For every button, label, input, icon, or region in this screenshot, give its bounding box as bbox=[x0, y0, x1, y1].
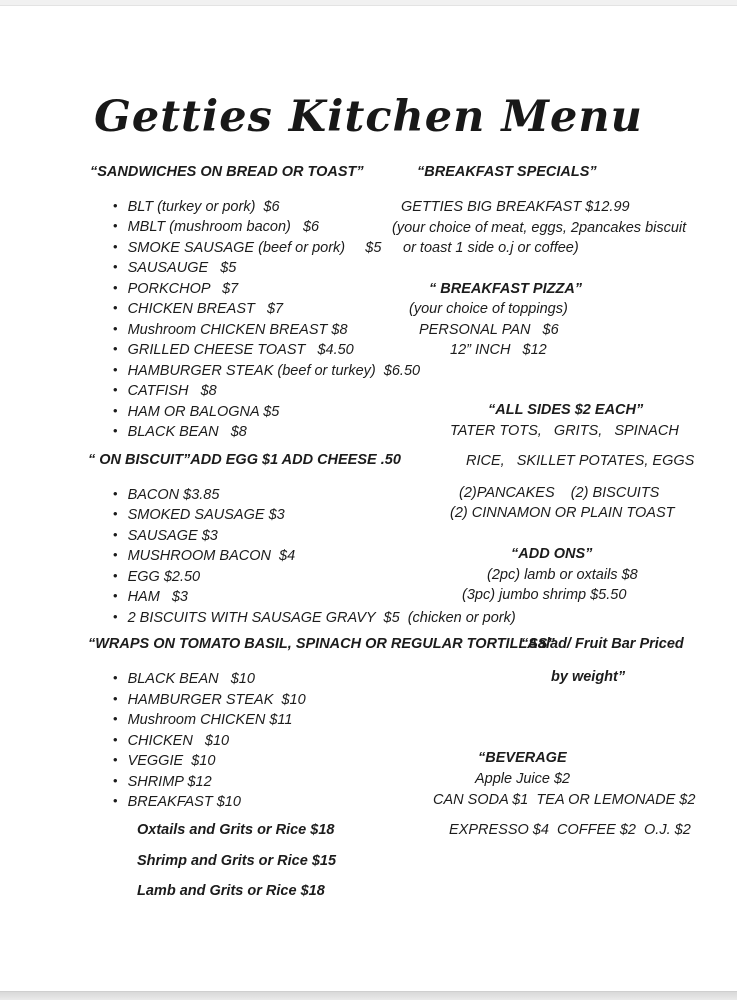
menu-item-text: SMOKED SAUSAGE $3 bbox=[127, 507, 285, 523]
menu-item bbox=[113, 279, 238, 299]
bullet-icon: • bbox=[113, 506, 118, 521]
salad-bar-note: “Salad/ Fruit Bar Priced bbox=[521, 636, 684, 652]
menu-item-text: 2 BISCUITS WITH SAUSAGE GRAVY $5 (chicken or pork) bbox=[127, 610, 516, 626]
bullet-icon: • bbox=[113, 321, 118, 336]
bullet-icon: • bbox=[113, 691, 118, 706]
bullet-icon: • bbox=[113, 239, 118, 254]
menu-item bbox=[113, 402, 279, 422]
grits-special: Oxtails and Grits or Rice $18 bbox=[137, 822, 335, 838]
menu-item bbox=[113, 792, 241, 812]
menu-item-text: MBLT (mushroom bacon) $6 bbox=[127, 219, 320, 235]
section-heading-sides: “ALL SIDES $2 EACH” bbox=[488, 402, 644, 418]
menu-item bbox=[113, 340, 354, 360]
section-heading-wraps: “WRAPS ON TOMATO BASIL, SPINACH OR REGULAR TORTILLAS” bbox=[88, 636, 555, 652]
bullet-icon: • bbox=[113, 670, 118, 685]
menu-item-text: HAM OR BALOGNA $5 bbox=[127, 404, 280, 420]
menu-item-text: CHICKEN $10 bbox=[127, 733, 230, 749]
bullet-icon: • bbox=[113, 527, 118, 542]
section-heading-add-ons: “ADD ONS” bbox=[511, 546, 593, 562]
breakfast-special-line: GETTIES BIG BREAKFAST $12.99 bbox=[401, 199, 630, 215]
menu-title: Getties Kitchen Menu bbox=[94, 92, 643, 142]
bullet-icon: • bbox=[113, 752, 118, 767]
menu-item-text: SHRIMP $12 bbox=[127, 774, 212, 790]
menu-item-text: BLACK BEAN $8 bbox=[127, 424, 247, 440]
bullet-icon: • bbox=[113, 423, 118, 438]
menu-item bbox=[113, 238, 381, 258]
menu-item bbox=[113, 546, 295, 566]
menu-item-text: CHICKEN BREAST $7 bbox=[127, 301, 284, 317]
menu-item bbox=[113, 320, 348, 340]
menu-item bbox=[113, 710, 293, 730]
sides-line: (2)PANCAKES (2) BISCUITS bbox=[459, 485, 660, 501]
menu-item bbox=[113, 361, 420, 381]
bullet-icon: • bbox=[113, 382, 118, 397]
section-heading-sandwiches: “SANDWICHES ON BREAD OR TOAST” bbox=[90, 164, 364, 180]
menu-item-text: PORKCHOP $7 bbox=[127, 281, 239, 297]
menu-item-text: SAUSAGE $3 bbox=[127, 528, 218, 544]
menu-item bbox=[113, 751, 215, 771]
menu-item-text: BLT (turkey or pork) $6 bbox=[127, 199, 280, 215]
menu-item bbox=[113, 608, 516, 628]
bullet-icon: • bbox=[113, 341, 118, 356]
bullet-icon: • bbox=[113, 300, 118, 315]
menu-item bbox=[113, 258, 236, 278]
beverage-line: Apple Juice $2 bbox=[475, 771, 571, 787]
sides-line: TATER TOTS, GRITS, SPINACH bbox=[450, 423, 679, 439]
menu-item-text: HAM $3 bbox=[127, 589, 188, 605]
bullet-icon: • bbox=[113, 198, 118, 213]
sides-line: RICE, SKILLET POTATES, EGGS bbox=[466, 453, 695, 469]
add-on-line: (2pc) lamb or oxtails $8 bbox=[487, 567, 638, 583]
menu-item-text: Mushroom CHICKEN $11 bbox=[127, 712, 293, 728]
grits-special: Shrimp and Grits or Rice $15 bbox=[137, 853, 337, 869]
menu-item-text: Mushroom CHICKEN BREAST $8 bbox=[127, 322, 348, 338]
page-top-edge bbox=[0, 0, 737, 6]
menu-item-text: BLACK BEAN $10 bbox=[127, 671, 255, 687]
bullet-icon: • bbox=[113, 793, 118, 808]
bullet-icon: • bbox=[113, 280, 118, 295]
bullet-icon: • bbox=[113, 773, 118, 788]
menu-item-text: BREAKFAST $10 bbox=[127, 794, 241, 810]
bullet-icon: • bbox=[113, 711, 118, 726]
menu-item bbox=[113, 485, 219, 505]
menu-item bbox=[113, 669, 255, 689]
menu-item-text: SMOKE SAUSAGE (beef or pork) $5 bbox=[127, 240, 382, 256]
sides-line: (2) CINNAMON OR PLAIN TOAST bbox=[450, 505, 675, 521]
menu-item-text: HAMBURGER STEAK (beef or turkey) $6.50 bbox=[127, 363, 421, 379]
breakfast-special-line: or toast 1 side o.j or coffee) bbox=[403, 240, 579, 256]
beverage-line: CAN SODA $1 TEA OR LEMONADE $2 bbox=[433, 792, 696, 808]
bullet-icon: • bbox=[113, 403, 118, 418]
menu-item-text: GRILLED CHEESE TOAST $4.50 bbox=[127, 342, 354, 358]
menu-item-text: HAMBURGER STEAK $10 bbox=[127, 692, 306, 708]
menu-item bbox=[113, 217, 319, 237]
bullet-icon: • bbox=[113, 588, 118, 603]
menu-item-text: BACON $3.85 bbox=[127, 487, 220, 503]
section-heading-breakfast-specials: “BREAKFAST SPECIALS” bbox=[417, 164, 597, 180]
menu-item bbox=[113, 690, 306, 710]
bullet-icon: • bbox=[113, 259, 118, 274]
menu-item-text: CATFISH $8 bbox=[127, 383, 217, 399]
section-heading-biscuit: “ ON BISCUIT”ADD EGG $1 ADD CHEESE .50 bbox=[88, 452, 401, 468]
menu-item bbox=[113, 381, 217, 401]
section-heading-beverage: “BEVERAGE bbox=[478, 750, 567, 766]
menu-item bbox=[113, 505, 285, 525]
breakfast-special-line: (your choice of meat, eggs, 2pancakes biscuit bbox=[392, 220, 687, 236]
bullet-icon: • bbox=[113, 547, 118, 562]
add-on-line: (3pc) jumbo shrimp $5.50 bbox=[462, 587, 627, 603]
menu-item bbox=[113, 299, 283, 319]
section-heading-breakfast-pizza: “ BREAKFAST PIZZA” bbox=[429, 281, 583, 297]
menu-item-text: EGG $2.50 bbox=[127, 569, 201, 585]
bullet-icon: • bbox=[113, 568, 118, 583]
menu-item bbox=[113, 197, 280, 217]
bullet-icon: • bbox=[113, 486, 118, 501]
breakfast-pizza-line: 12” INCH $12 bbox=[450, 342, 547, 358]
breakfast-pizza-line: (your choice of toppings) bbox=[409, 301, 568, 317]
menu-item-text: VEGGIE $10 bbox=[127, 753, 216, 769]
menu-item-text: MUSHROOM BACON $4 bbox=[127, 548, 296, 564]
menu-item bbox=[113, 731, 229, 751]
menu-item-text: SAUSAUGE $5 bbox=[127, 260, 237, 276]
bullet-icon: • bbox=[113, 218, 118, 233]
menu-item bbox=[113, 772, 212, 792]
menu-item bbox=[113, 526, 218, 546]
beverage-line: EXPRESSO $4 COFFEE $2 O.J. $2 bbox=[449, 822, 691, 838]
menu-item bbox=[113, 567, 200, 587]
bullet-icon: • bbox=[113, 732, 118, 747]
bullet-icon: • bbox=[113, 609, 118, 624]
menu-item bbox=[113, 587, 188, 607]
page-bottom-edge bbox=[0, 991, 737, 1000]
bullet-icon: • bbox=[113, 362, 118, 377]
salad-bar-note: by weight” bbox=[551, 669, 626, 685]
menu-item bbox=[113, 422, 247, 442]
grits-special: Lamb and Grits or Rice $18 bbox=[137, 883, 325, 899]
breakfast-pizza-line: PERSONAL PAN $6 bbox=[419, 322, 559, 338]
